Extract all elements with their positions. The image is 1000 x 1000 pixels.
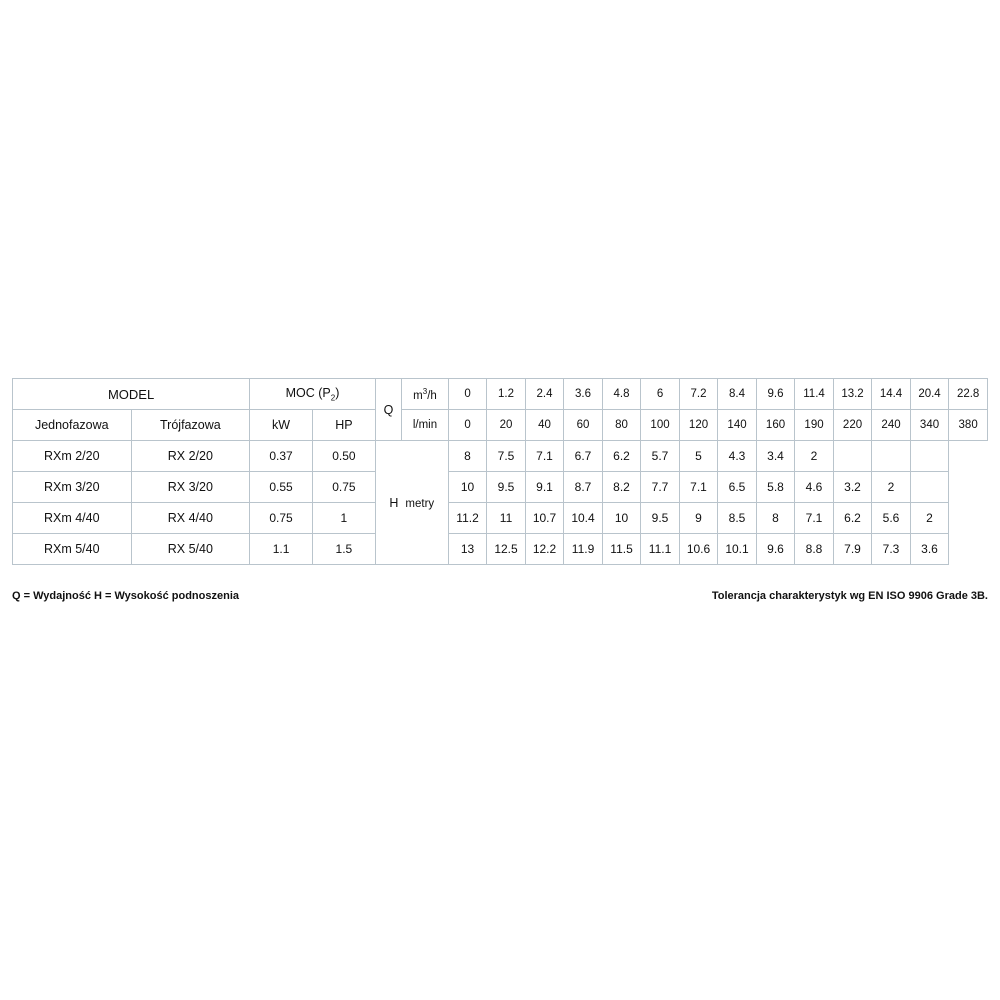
power-kw-3: 1.1 (250, 534, 313, 565)
head-1-10: 3.2 (833, 472, 872, 503)
flow-m3h-1: 1.2 (487, 379, 526, 410)
head-3-10: 7.9 (833, 534, 872, 565)
head-0-12 (910, 441, 949, 472)
head-1-11: 2 (872, 472, 911, 503)
head-3-1: 12.5 (487, 534, 526, 565)
flow-m3h-11: 14.4 (872, 379, 911, 410)
flow-lmin-13: 380 (949, 410, 988, 441)
flow-m3h-0: 0 (448, 379, 487, 410)
power-kw-2: 0.75 (250, 503, 313, 534)
head-0-7: 4.3 (718, 441, 757, 472)
flow-lmin-9: 190 (795, 410, 834, 441)
flow-m3h-3: 3.6 (564, 379, 603, 410)
head-1-8: 5.8 (756, 472, 795, 503)
header-h-label: H metry (375, 441, 448, 565)
flow-lmin-1: 20 (487, 410, 526, 441)
flow-m3h-9: 11.4 (795, 379, 834, 410)
head-0-3: 6.7 (564, 441, 603, 472)
flow-lmin-7: 140 (718, 410, 757, 441)
head-3-12: 3.6 (910, 534, 949, 565)
footnote-legend: Q = Wydajność H = Wysokość podnoszenia (12, 590, 239, 602)
pump-specification-table (12, 378, 988, 565)
flow-m3h-12: 20.4 (910, 379, 949, 410)
flow-lmin-3: 60 (564, 410, 603, 441)
model-three-2: RX 4/40 (131, 503, 250, 534)
head-0-9: 2 (795, 441, 834, 472)
head-1-1: 9.5 (487, 472, 526, 503)
flow-lmin-5: 100 (641, 410, 680, 441)
head-1-5: 7.7 (641, 472, 680, 503)
power-hp-3: 1.5 (312, 534, 375, 565)
head-3-11: 7.3 (872, 534, 911, 565)
table-row (13, 472, 988, 503)
spec-table (12, 378, 988, 565)
head-3-9: 8.8 (795, 534, 834, 565)
header-single-phase: Jednofazowa (13, 410, 132, 441)
header-three-phase: Trójfazowa (131, 410, 250, 441)
header-q-unit-lmin: l/min (402, 410, 449, 441)
flow-lmin-2: 40 (525, 410, 564, 441)
power-hp-2: 1 (312, 503, 375, 534)
header-model: MODEL (13, 379, 250, 410)
power-kw-1: 0.55 (250, 472, 313, 503)
head-0-8: 3.4 (756, 441, 795, 472)
head-1-6: 7.1 (679, 472, 718, 503)
table-header-row-2 (13, 410, 988, 441)
model-three-3: RX 5/40 (131, 534, 250, 565)
flow-lmin-8: 160 (756, 410, 795, 441)
head-2-6: 9 (679, 503, 718, 534)
head-2-9: 7.1 (795, 503, 834, 534)
head-1-12 (910, 472, 949, 503)
flow-m3h-6: 7.2 (679, 379, 718, 410)
head-0-10 (833, 441, 872, 472)
header-hp: HP (312, 410, 375, 441)
model-single-0: RXm 2/20 (13, 441, 132, 472)
head-0-6: 5 (679, 441, 718, 472)
head-3-8: 9.6 (756, 534, 795, 565)
flow-lmin-11: 240 (872, 410, 911, 441)
head-1-9: 4.6 (795, 472, 834, 503)
flow-lmin-10: 220 (833, 410, 872, 441)
model-single-1: RXm 3/20 (13, 472, 132, 503)
flow-m3h-2: 2.4 (525, 379, 564, 410)
table-row (13, 503, 988, 534)
head-0-1: 7.5 (487, 441, 526, 472)
model-single-2: RXm 4/40 (13, 503, 132, 534)
head-2-5: 9.5 (641, 503, 680, 534)
flow-lmin-6: 120 (679, 410, 718, 441)
table-header-row-1 (13, 379, 988, 410)
model-three-0: RX 2/20 (131, 441, 250, 472)
power-kw-0: 0.37 (250, 441, 313, 472)
head-3-6: 10.6 (679, 534, 718, 565)
flow-m3h-4: 4.8 (602, 379, 641, 410)
head-1-3: 8.7 (564, 472, 603, 503)
head-1-4: 8.2 (602, 472, 641, 503)
head-1-2: 9.1 (525, 472, 564, 503)
head-2-2: 10.7 (525, 503, 564, 534)
flow-lmin-0: 0 (448, 410, 487, 441)
head-3-4: 11.5 (602, 534, 641, 565)
head-1-7: 6.5 (718, 472, 757, 503)
head-2-7: 8.5 (718, 503, 757, 534)
header-power: MOC $(P_2)$ (250, 379, 376, 410)
model-three-1: RX 3/20 (131, 472, 250, 503)
head-0-2: 7.1 (525, 441, 564, 472)
table-row (13, 534, 988, 565)
flow-m3h-13: 22.8 (949, 379, 988, 410)
power-hp-0: 0.50 (312, 441, 375, 472)
header-q-unit-m3h: $m^3/h$ (402, 379, 449, 410)
head-2-3: 10.4 (564, 503, 603, 534)
head-3-7: 10.1 (718, 534, 757, 565)
flow-lmin-4: 80 (602, 410, 641, 441)
footnote-tolerance: Tolerancja charakterystyk wg EN ISO 9906 Grade 3B. (711, 590, 988, 602)
model-single-3: RXm 5/40 (13, 534, 132, 565)
head-0-5: 5.7 (641, 441, 680, 472)
head-3-3: 11.9 (564, 534, 603, 565)
header-kw: kW (250, 410, 313, 441)
head-2-0: 11.2 (448, 503, 487, 534)
head-3-0: 13 (448, 534, 487, 565)
head-2-10: 6.2 (833, 503, 872, 534)
head-3-5: 11.1 (641, 534, 680, 565)
table-row (13, 441, 988, 472)
head-0-11 (872, 441, 911, 472)
flow-lmin-12: 340 (910, 410, 949, 441)
head-2-11: 5.6 (872, 503, 911, 534)
flow-m3h-7: 8.4 (718, 379, 757, 410)
head-2-12: 2 (910, 503, 949, 534)
head-2-8: 8 (756, 503, 795, 534)
flow-m3h-5: 6 (641, 379, 680, 410)
head-3-2: 12.2 (525, 534, 564, 565)
flow-m3h-8: 9.6 (756, 379, 795, 410)
head-0-0: 8 (448, 441, 487, 472)
head-2-4: 10 (602, 503, 641, 534)
head-1-0: 10 (448, 472, 487, 503)
power-hp-1: 0.75 (312, 472, 375, 503)
head-0-4: 6.2 (602, 441, 641, 472)
head-2-1: 11 (487, 503, 526, 534)
flow-m3h-10: 13.2 (833, 379, 872, 410)
header-q-label: Q (375, 379, 401, 441)
